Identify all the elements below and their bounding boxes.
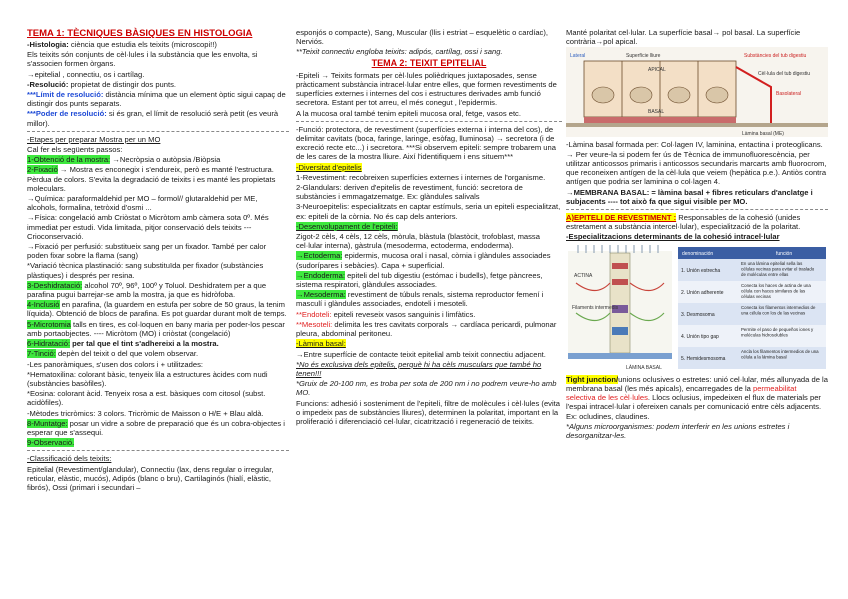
etapes-intro: Cal fer els següents passos: bbox=[27, 145, 123, 155]
especialitzacions-heading: -Especialitzacions determinants de la cohesió intracel·lular bbox=[566, 232, 780, 242]
fixacio-fisica: →Física: congelació amb Criòstat o Micròtom amb càmera sota 0º. Més immediat per estudi. Vida limitada, pitjor conservació dels teixits --- Crioconservació. bbox=[27, 213, 269, 241]
connectiu-note: **Teixit connectiu engloba teixits: adipós, cartílag, ossi i sang. bbox=[296, 47, 503, 57]
step-observacio: 9-Observació. bbox=[27, 438, 75, 448]
lamina-composicio: -Làmina basal formada per: Col·lagen IV, laminina, entactina i proteoglicans. bbox=[566, 139, 823, 149]
fig2-lamina: LÀMINA BASAL bbox=[626, 364, 662, 371]
column-3 bbox=[566, 28, 828, 441]
step-muntatge: 8-Muntatge: posar un vidre a sobre de preparació que és un cobra-objectes i esperar que s'assequi. bbox=[27, 418, 285, 437]
polaritat-text: Manté polaritat cel·lular. La superfície basal→ pol basal. La superfície contrària→pol apical. bbox=[566, 28, 801, 47]
fig1-apical: APICAL bbox=[648, 67, 666, 74]
immunofluorescencia: → Per veure-la si podem fer ús de Tècnica de immunofluorescència, per utilitzar anticossos primaris i anticossos secundaris marcarts amb fluorocrom, que reconeixen antígen de la cèl·lula que veiem (hepàtica p.e.). Antiòs contra antígen que podria ser laminina o col·lagen 4. bbox=[566, 149, 827, 187]
tema1-title: TEMA 1: TÈCNIQUES BÀSIQUES EN HISTOLOGIA bbox=[27, 28, 253, 39]
fig2-h-fun: función bbox=[776, 250, 793, 257]
fig1-basolateral: Basolateral bbox=[776, 91, 802, 98]
lamina-basal-def: →Entre superfície de contacte teixit epitelial amb teixit connectiu adjacent. bbox=[296, 349, 546, 359]
zigot-text: Zigot-2 cèls, 4 cèls, 12 cèls, mòrula, blàstula (blastòcit, trofoblast, massa cel·lular interna), gàstrula (mesoderma, ectoderma, endoderma). bbox=[296, 232, 540, 251]
lamina-basal-heading: -Làmina basal: bbox=[296, 339, 346, 349]
fig1-cel-tub: Cèl·lula del tub digestiu bbox=[758, 71, 810, 78]
junction-function: Ancla los filamentos intermedios de una célula a la lámina basal bbox=[741, 348, 819, 360]
desenvolupament-heading: -Desenvolupament de l'epiteli: bbox=[296, 221, 398, 231]
junction-name: 1. Unión estrecha bbox=[681, 267, 721, 274]
mesoderma: →Mesoderma: revestiment de túbuls renals, sistema reproductor femení i masculí i glàndules associades, endoteli i mesoteli. bbox=[296, 290, 544, 309]
limit-resolucio: ***Límit de resolució: distància mínima que un element òptic sigui capaç de distingir dos punts separats. bbox=[27, 90, 286, 109]
cell-junctions-figure bbox=[566, 243, 828, 373]
resolucio-def: -Resolució: propietat de distingir dos punts. bbox=[27, 79, 177, 89]
etapes-heading: -Etapes per preparar Mostra per un MO bbox=[27, 134, 161, 144]
fig1-basal: BASAL bbox=[648, 109, 665, 116]
fixacio-perfusio: →Fixació per perfusió: substitueix sang per un fixador. També per calor poden fixar sobre la flama (sang) bbox=[27, 242, 267, 261]
revestiment-item: 1-Revestiment: recobreixen superfícies externes i internes de l'organisme. bbox=[296, 172, 546, 182]
step-deshidratacio: 3-Deshidratació: alcohol 70º, 96º, 100º y Toluol. Deshidratem per a que parafina pugui barrejar-se amb la mostra, ja que es hidròfoba. bbox=[27, 280, 267, 300]
panoramiques: -Les panoràmiques, s'usen dos colors i + utilitzades: bbox=[27, 359, 203, 369]
fig2-filaments: Filaments intermedis bbox=[572, 304, 619, 311]
neuroepitelis-item: 3-Neuroepitelis: especialitzats en captar estímuls, seria un epiteli especialitzat, ex: epiteli de la còrnia. No és cap dels anteriors. bbox=[296, 202, 561, 221]
step-hidratacio: 6-Hidratació: per tal que el tint s'adhereixi a la mostra. bbox=[27, 339, 219, 349]
fixacio-quimica: →Química: paraformaldehid per MO – formol// glutaraldehid per ME, alcohols, formalina, tetròxid d'osmi ... bbox=[27, 194, 258, 213]
junction-name: 4. Unión tipo gap bbox=[681, 333, 719, 340]
fig1-substancies: Substàncies del tub digestiu bbox=[744, 53, 807, 60]
junction-function: Conecta los filamentos intermedios de una célula con los de las vecinas bbox=[741, 304, 816, 316]
lamina-note: *No és exclusiva dels epitelis, perquè hi ha cèls musculars que també ho tenen!!! bbox=[296, 359, 542, 378]
divider bbox=[27, 450, 289, 451]
diversitat-heading: -Diversitat d'epitelis bbox=[296, 162, 362, 172]
teixit-types: →epitelial , connectiu, os i cartílag. bbox=[27, 69, 145, 79]
endoteli: **Endoteli: epiteli reveseix vasos sanguinis i limfàtics. bbox=[296, 309, 476, 319]
epiteli-revestiment: A)EPITELI DE REVESTIMENT : Responsables de la cohesió (unides estretament a substància intercel·lular), especialització de la polaritat. bbox=[566, 213, 801, 232]
ectoderma: →Ectoderma: epidermis, mucosa oral i nasal, còrnia i glàndules associades (sudorípares i sebàcies). Capa + superficial. bbox=[296, 251, 551, 270]
funcio-text: -Funció: protectora, de revestiment (superfícies externa i interna del cos), de delimitar cavitats (boca, faringe, laringe, esòfag, lluminosa) → secretora (i de excreció recte etc...) i secretora. ***Si observem epiteli: sempre trobarem una de les cares de la mostra lliure. Així l'identifiquem i ens situem*** bbox=[296, 124, 556, 162]
junction-function: En una lámina epitelial sella las células vecinas para evitar el traslado de moléculas entre ellas bbox=[741, 260, 815, 277]
step-fixacio: 2-Fixació → Mostra es enconegix i s'endureix, però es manté l'estructura. Pèrdua de colors. S'evita la degradació de teixits i es manté les propietats moleculars. bbox=[27, 165, 276, 193]
microorganismes: *Alguns microorganismes: podem interferir en les unions estretes i desorganitzar-les. bbox=[566, 421, 790, 441]
tight-junction: Tight junction/unions oclusives o estretes: unió cel·lular, més allunyada de la membrana basal (les més apicals), encarregades de la permeabilitat selectiva de les cèl·lules. Llocs oclusius, impedeixen el flux de materials per l'espai intracel·lular i ofereixen canals per comunicació entre cèls adjacents. Ex: ocludines, claudines. bbox=[566, 374, 828, 421]
glandulars-item: 2-Glandulars: deriven d'epitelis de revestiment, funció: secretora de substàncies i emmagatzematge. Ex: glàndules salivals bbox=[296, 183, 523, 202]
membrana-basal: →MEMBRANA BASAL: = làmina basal + fibres reticulars d'anclatge i subjacents ---- tot això fa que sigui visible per MO. bbox=[566, 187, 813, 206]
teixits-def: Els teixits són conjunts de cèl·lules i la substància que les envolta, si s'associen formen òrgans. bbox=[27, 50, 258, 69]
eosina: *Eosina: colorant àcid. Tenyeix rosa a est. bàsiques com citosol (subst. acidòfiles). bbox=[27, 389, 266, 408]
fig1-superficie: Superfície lliure bbox=[626, 53, 661, 60]
endoderma: →Endoderma: epiteli del tub digestiu (estómac i budells), fetge pàncrees, sistema respiratori, glàndules associades. bbox=[296, 270, 543, 290]
epiteli-def: -Epiteli → Teixits formats per cèl·lules polièdriques juxtaposades, sense pràcticament substància intracel·lular entre elles, que formen revestiments de superfícies externes i internes del cos i estructures derivades amb funció secretora. Estant per tot arreu, el més conegut , l'epidermis. bbox=[296, 70, 557, 108]
classificacio-heading: -Classificació dels teixits: bbox=[27, 454, 112, 464]
step-tincio: 7-Tinció: depèn del teixit o del que volem observar. bbox=[27, 349, 199, 359]
mucosa-oral: A la mucosa oral també tenim epiteli mucosa oral, fetge, vasos etc. bbox=[296, 108, 521, 118]
step-microtomia: 5-Microtomia talls en tires, es col·loquen en bany maria per poder-los pescar amb portaobjectes. ---- Micròtom (MO) i criòstat (congelació) bbox=[27, 319, 285, 338]
divider bbox=[296, 121, 562, 122]
column-2 bbox=[296, 28, 562, 427]
junction-function: Conecta los haces de actina de una célula con haces similares de las células vecinas bbox=[741, 282, 811, 299]
junction-name: 5. Hemidesmosoma bbox=[681, 355, 726, 362]
histologia-def: -Histologia: ciència que estudia els teixits (microscopi!!) bbox=[27, 40, 217, 49]
step-inclusio: 4-Inclusió en parafina, (la guardem en estufa per sobre de 50 graus, la tenim líquida). Obtenció de blocs de parafina. Es pot guardar durant molt de temps. bbox=[27, 300, 287, 319]
classificacio-text: Epitelial (Revestiment/glandular), Connectiu (lax, dens regular o irregular, reticular, elàstic, mucós), Adipós (blanc o bru), Cartilaginós (hialí, elàstic, fibrós), Ossi (primari i secundari – bbox=[27, 464, 274, 492]
divider bbox=[566, 209, 828, 210]
epithelium-diagram bbox=[566, 47, 828, 137]
tricromics: -Mètodes tricròmics: 3 colors. Tricròmic de Maisson o H/E + Blau aldà. bbox=[27, 408, 264, 418]
junction-function: Permite el paso de pequeños iones y moléculas hidrosolubles bbox=[741, 326, 814, 338]
hematoxilina: *Hematoxilina: colorant bàsic, tenyeix lila a estructures àcides com nudi (substàncies basòfiles). bbox=[27, 369, 268, 388]
poder-resolucio: ***Poder de resolució: si és gran, el límit de resolució serà petit (es veurà millor). bbox=[27, 109, 279, 128]
funcions-text: Funcions: adhesió i sosteniment de l'epiteli, filtre de molècules i cèl·lules (evita o impedeix pas de substàncies lliures), determinen la polaritat, important en la proliferació i diferenciació cel·lular, cicatrització i regeneració de teixits. bbox=[296, 398, 560, 426]
divider bbox=[27, 131, 289, 132]
junction-name: 2. Unión adherente bbox=[681, 289, 724, 296]
fig1-lateral: Lateral bbox=[570, 53, 586, 60]
tema2-title: TEMA 2: TEIXIT EPITELIAL bbox=[371, 57, 487, 68]
classificacio-cont: esponjós o compacte), Sang, Muscular (llis i estriat – esquelètic o cardíac), Nerviós. bbox=[296, 28, 548, 47]
gruix-note: *Gruix de 20-100 nm, es troba per sota de 200 nm i no podrem veure-ho amb MO. bbox=[296, 379, 557, 398]
mesoteli: **Mesoteli: delimita les tres cavitats corporals → cardíaca pericardi, pulmonar pleura, abdominal peritoneu. bbox=[296, 319, 557, 339]
plastinacio: *Variació tècnica plastinació: sang substituïda per fixador (substàncies plàstiques) i després per resina. bbox=[27, 261, 264, 280]
fig2-h-den: denominación bbox=[682, 250, 714, 257]
fig2-actina: ACTINA bbox=[574, 272, 593, 279]
column-1 bbox=[27, 28, 289, 493]
fig1-lamina: Làmina basal (ME) bbox=[742, 131, 784, 138]
step-obtencio: 1-Obtenció de la mostra: →Necròpsia o autòpsia /Biòpsia bbox=[27, 155, 221, 165]
junction-name: 3. Desmosoma bbox=[681, 311, 715, 318]
